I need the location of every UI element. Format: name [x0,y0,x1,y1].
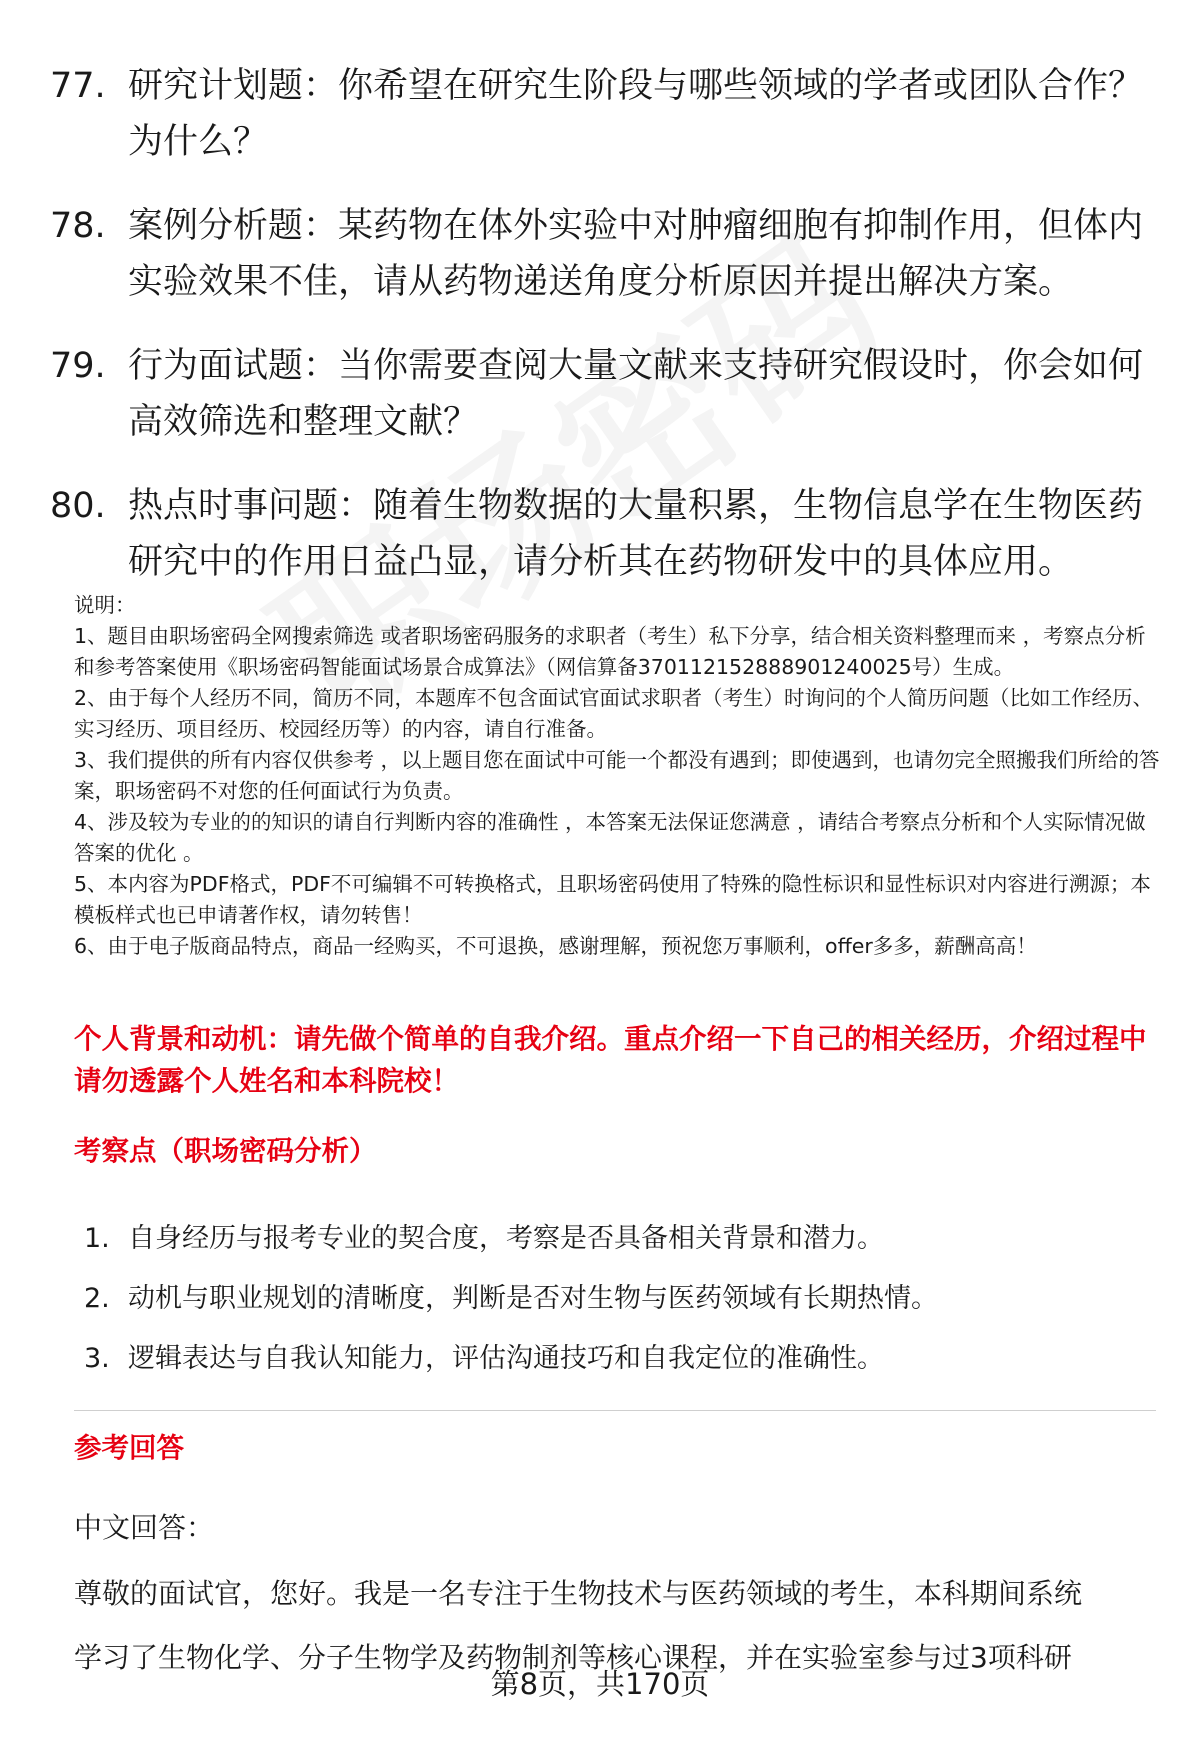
question-item [50,58,1150,170]
question-text: 热点时事问题：随着生物数据的大量积累，生物信息学在生物医药研究中的作用日益凸显，请分析其在药物研发中的具体应用。 [128,486,1144,582]
point-text: 自身经历与报考专业的契合度，考察是否具备相关背景和潜力。 [128,1223,884,1254]
question-text: 行为面试题：当你需要查阅大量文献来支持研究假设时，你会如何高效筛选和整理文献？ [128,346,1144,442]
question-number: 77. [50,66,106,106]
note-item: 4、涉及较为专业的的知识的请自行判断内容的准确性 ，本答案无法保证您满意 ，请结合考察点分析和个人实际情况做答案的优化 。 [74,810,1146,865]
section-divider [74,1410,1156,1411]
point-number: 3. [84,1343,110,1374]
point-number: 2. [84,1283,110,1314]
note-item: 3、我们提供的所有内容仅供参考 ，以上题目您在面试中可能一个都没有遇到；即使遇到，也请勿完全照搬我们所给的答案，职场密码不对您的任何面试行为负责。 [74,748,1160,803]
point-text: 逻辑表达与自我认知能力，评估沟通技巧和自我定位的准确性。 [128,1343,884,1374]
question-number: 78. [50,206,106,246]
question-list [50,58,1150,618]
points-title: 考察点（职场密码分析） [74,1135,377,1167]
question-item [50,338,1150,450]
question-number: 80. [50,486,106,526]
point-number: 1. [84,1223,110,1254]
point-item [84,1329,1164,1389]
note-item: 5、本内容为PDF格式，PDF不可编辑不可转换格式，且职场密码使用了特殊的隐性标识和显性标识对内容进行溯源；本模板样式也已申请著作权，请勿转售！ [74,872,1151,927]
question-item [50,478,1150,590]
point-item [84,1269,1164,1329]
question-item [50,198,1150,310]
answer-line: 尊敬的面试官，您好。我是一名专注于生物技术与医药领域的考生，本科期间系统 [74,1577,1083,1610]
question-number: 79. [50,346,106,386]
answer-label: 中文回答： [74,1511,215,1544]
point-text: 动机与职业规划的清晰度，判断是否对生物与医药领域有长期热情。 [128,1283,938,1314]
question-text: 案例分析题：某药物在体外实验中对肿瘤细胞有抑制作用，但体内实验效果不佳，请从药物递送角度分析原因并提出解决方案。 [128,206,1144,302]
point-item [84,1209,1164,1269]
answer-title: 参考回答 [74,1432,184,1464]
notes-heading: 说明： [74,593,136,617]
answer-line: 学习了生物化学、分子生物学及药物制剂等核心课程，并在实验室参与过3项科研 [74,1641,1072,1674]
question-title: 个人背景和动机：请先做个简单的自我介绍。重点介绍一下自己的相关经历，介绍过程中请勿透露个人姓名和本科院校！ [74,1023,1147,1097]
page-footer: 第8页，共170页 [490,1667,710,1701]
note-item: 1、题目由职场密码全网搜索筛选 或者职场密码服务的求职者（考生）私下分享，结合相关资料整理而来 ，考察点分析和参考答案使用《职场密码智能面试场景合成算法》（网信算备370112152888901240025号）生成。 [74,624,1146,679]
notes-section [74,590,1164,962]
note-item: 2、由于每个人经历不同，简历不同，本题库不包含面试官面试求职者（考生）时询问的个人简历问题（比如工作经历、实习经历、项目经历、校园经历等）的内容，请自行准备。 [74,686,1154,741]
question-text: 研究计划题：你希望在研究生阶段与哪些领域的学者或团队合作？为什么？ [128,66,1144,162]
points-list [84,1209,1164,1389]
note-item: 6、由于电子版商品特点，商品一经购买，不可退换，感谢理解，预祝您万事顺利，offer多多，薪酬高高！ [74,934,1037,958]
